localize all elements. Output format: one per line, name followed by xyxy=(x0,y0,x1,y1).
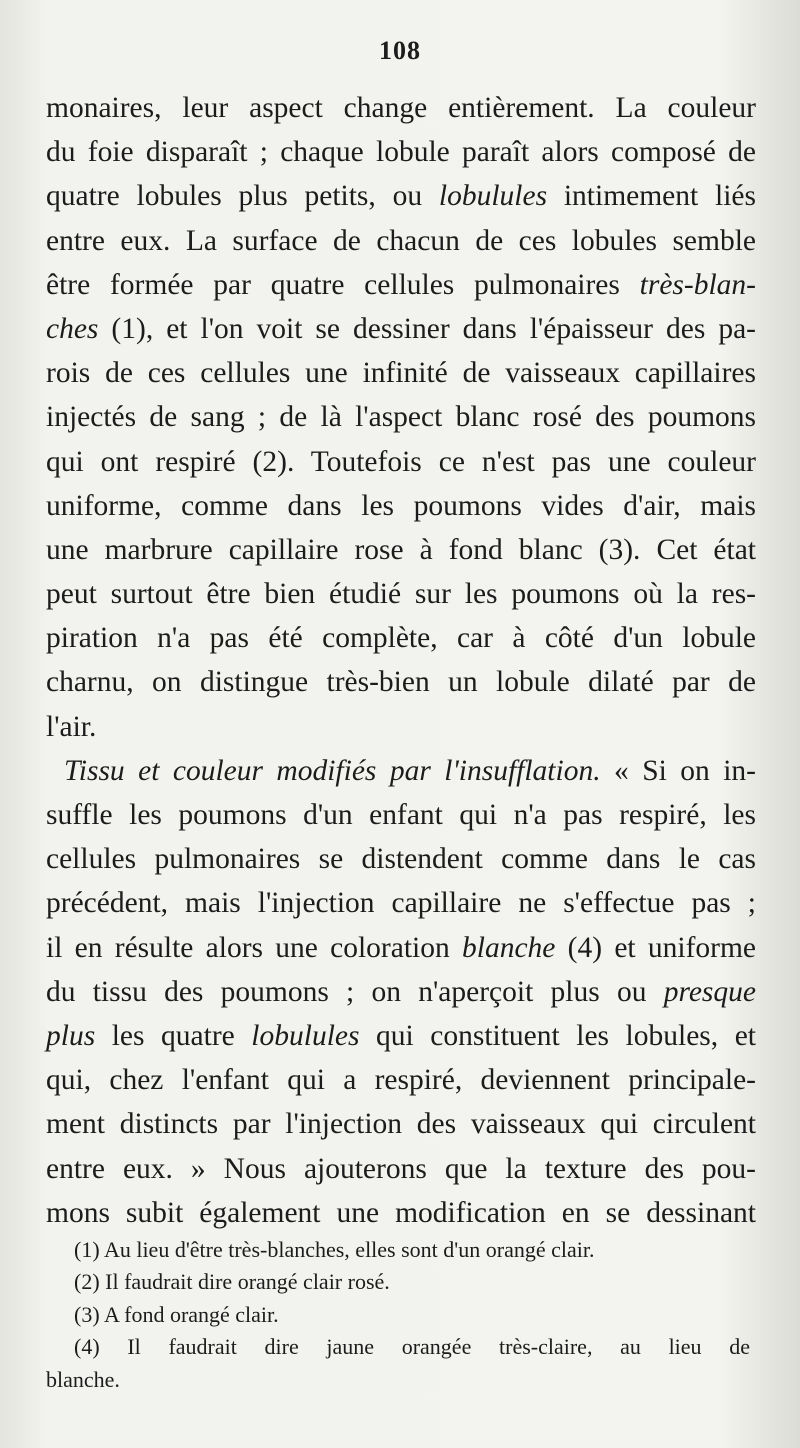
text-line xyxy=(46,263,756,307)
text-segment: ment distincts par l'injection des vaisseaux qui circulent xyxy=(46,1108,756,1141)
footnote-line: (3) A fond orangé clair. xyxy=(74,1301,279,1327)
text-segment: du foie disparaît ; chaque lobule paraît alors composé de xyxy=(46,136,756,169)
text-line xyxy=(46,1191,756,1235)
footnotes xyxy=(46,1234,750,1396)
text-line xyxy=(46,881,756,925)
text-line xyxy=(46,793,756,837)
text-segment: être formée par quatre cellules pulmonaires xyxy=(46,268,640,301)
text-segment: il en résulte alors une coloration xyxy=(46,931,462,964)
italic-text: ches xyxy=(46,312,99,345)
footnote-line: (1) Au lieu d'être très-blanches, elles sont d'un orangé clair. xyxy=(74,1237,595,1262)
text-segment: cellules pulmonaires se distendent comme dans le cas xyxy=(46,843,756,876)
text-line xyxy=(46,1102,756,1146)
text-line xyxy=(46,528,756,572)
text-segment: qui ont respiré (2). Toutefois ce n'est pas une couleur xyxy=(46,445,756,478)
text-line xyxy=(46,616,756,660)
italic-text: presque xyxy=(663,975,756,1008)
text-segment: charnu, on distingue très-bien un lobule dilaté par de xyxy=(46,666,756,699)
text-line xyxy=(46,1014,756,1058)
text-line xyxy=(46,440,756,484)
italic-text: très-blan- xyxy=(639,268,756,301)
text-segment: l'air. xyxy=(46,710,97,743)
text-segment: rois de ces cellules une infinité de vaisseaux capillaires xyxy=(46,357,756,390)
text-line xyxy=(46,307,756,351)
italic-text: lobulules xyxy=(251,1019,360,1052)
text-line xyxy=(46,749,756,793)
text-line xyxy=(46,130,756,174)
text-segment: une marbrure capillaire rose à fond blanc (3). Cet état xyxy=(46,533,756,566)
text-segment: qui, chez l'enfant qui a respiré, deviennent principale- xyxy=(46,1064,756,1097)
text-segment: quatre lobules plus petits, ou xyxy=(46,180,439,213)
text-line xyxy=(46,351,756,395)
footnote-line: (4) Il faudrait dire jaune orangée très-claire, au lieu de xyxy=(74,1334,750,1360)
text-segment: monaires, leur aspect change entièrement. La couleur xyxy=(46,92,756,124)
text-segment: entre eux. La surface de chacun de ces lobules semble xyxy=(46,224,756,257)
text-segment: suffle les poumons d'un enfant qui n'a pas respiré, les xyxy=(46,799,756,831)
text-segment: (4) et uniforme xyxy=(555,931,757,964)
italic-text: Tissu et couleur modifiés par l'insufflation. xyxy=(64,754,601,787)
text-segment: qui constituent les lobules, et xyxy=(359,1019,756,1052)
footnote-line: blanche. xyxy=(46,1366,120,1392)
page-number: 108 xyxy=(379,36,421,65)
text-line xyxy=(46,572,756,616)
text-segment: les quatre xyxy=(95,1019,252,1052)
italic-text: blanche xyxy=(462,931,556,964)
text-line xyxy=(46,837,756,881)
text-line xyxy=(46,86,756,130)
text-segment: uniforme, comme dans les poumons vides d'air, mais xyxy=(46,489,756,522)
body-text xyxy=(46,86,756,1235)
text-line xyxy=(46,174,756,218)
text-segment: piration n'a pas été complète, car à côté d'un lobule xyxy=(46,622,756,655)
text-line xyxy=(46,1058,756,1102)
text-line xyxy=(46,705,756,749)
text-segment: peut surtout être bien étudié sur les poumons où la res- xyxy=(46,578,756,611)
text-line xyxy=(46,395,756,439)
italic-text: plus xyxy=(46,1019,96,1052)
text-line xyxy=(46,970,756,1014)
text-segment: précédent, mais l'injection capillaire ne s'effectue pas ; xyxy=(46,887,756,920)
text-segment: (1), et l'on voit se dessiner dans l'épaisseur des pa- xyxy=(98,312,756,345)
text-line xyxy=(46,926,756,970)
text-line xyxy=(46,484,756,528)
text-segment: du tissu des poumons ; on n'aperçoit plus ou xyxy=(46,975,664,1008)
text-segment: « Si on in- xyxy=(600,754,756,787)
text-line xyxy=(46,219,756,263)
footnote-line: (2) Il faudrait dire orangé clair rosé. xyxy=(74,1269,390,1295)
text-segment: injectés de sang ; de là l'aspect blanc rosé des poumons xyxy=(46,401,756,434)
text-segment: mons subit également une modification en se dessinant xyxy=(46,1196,756,1229)
italic-text: lobulules xyxy=(438,180,548,213)
text-line xyxy=(46,660,756,704)
text-segment: intimement liés xyxy=(547,180,756,213)
text-segment: entre eux. » Nous ajouterons que la texture des pou- xyxy=(46,1152,756,1185)
text-line xyxy=(46,1147,756,1191)
